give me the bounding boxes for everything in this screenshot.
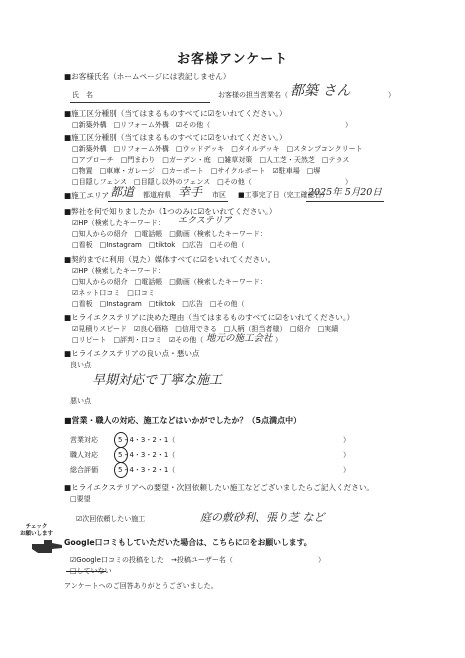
- bad-label: 悪い点: [70, 397, 91, 405]
- area-label: ■施工エリア: [64, 191, 110, 200]
- know-row2: □知人からの紹介 □電話帳 □動画（検索したキーワード：: [72, 230, 267, 238]
- type1-options: □新築外構 □リフォーム外構 ☑その他（: [72, 121, 211, 129]
- rating-row-name: 営業対応: [70, 436, 98, 444]
- strike-line: [66, 571, 106, 572]
- name-underline: [70, 102, 210, 103]
- area-underline: [108, 201, 228, 202]
- type2-label: ■施工区分種別（当てはまるものすべてに☑をいれてください。）: [64, 133, 287, 142]
- pointing-hand-icon: [30, 538, 64, 556]
- request-option: □要望: [70, 495, 91, 503]
- rating-selected-circle: [114, 462, 128, 478]
- rating-label: ■営業・職人の対応、施工などはいかがでしたか？（5点満点中）: [64, 416, 302, 425]
- date-answer: 2025年 5月20日: [308, 187, 382, 198]
- contract-row3: ☑ネット口コミ □口コミ: [72, 289, 155, 297]
- google-posted: ☑Google口コミの投稿をした →投稿ユーザー名（: [70, 556, 233, 564]
- city-suffix: 市区: [212, 191, 226, 199]
- pref-suffix: 都道府県: [143, 191, 171, 199]
- know-keyword-answer: エクステリア: [178, 216, 232, 226]
- know-label: ■弊社を何で知りましたか（1つのみに☑をいれてください。）: [64, 207, 277, 216]
- rating-selected-circle: [114, 432, 128, 448]
- rating-selected-circle: [114, 447, 128, 463]
- name-field-label: 氏 名: [72, 91, 93, 99]
- rating-row-name: 職人対応: [70, 451, 98, 459]
- know-row3: □看板 □Instagram □tiktok □広告 □その他（: [72, 241, 245, 249]
- rating-row-name: 総合評価: [70, 466, 98, 474]
- type2-row4: □目隠しフェンス □目隠し以外のフェンス □その他（: [72, 178, 252, 186]
- reason-label: ■ヒライエクステリアに決めた理由（当てはまるものすべてに☑をいれてください。）: [64, 313, 355, 322]
- good-label: 良い点: [70, 361, 91, 369]
- check-badge: チェック お願いします: [20, 524, 54, 537]
- city-answer: 幸手: [178, 185, 203, 199]
- google-label: Google口コミもしていただいた場合は、こちらに☑をお願いします。: [64, 538, 312, 547]
- contract-row4: □看板 □Instagram □tiktok □広告 □その他（: [72, 300, 245, 308]
- contract-label: ■契約までに利用（見た）媒体すべてに☑をいれてください。: [64, 255, 276, 264]
- request-label: ■ヒライエクステリアへの要望・次回依頼したい施工などございましたらご記入ください。: [64, 483, 375, 492]
- paren-close: ）: [275, 336, 282, 344]
- staff-field-label: お客様の担当営業名（: [218, 91, 288, 99]
- paren-close: ）: [345, 121, 352, 129]
- staff-answer: 都築 さん: [290, 83, 351, 99]
- paren-close: ）: [343, 466, 350, 474]
- next-work-answer: 庭の敷砂利、張り芝 など: [200, 511, 325, 524]
- type1-label: ■施工区分種別（当てはまるものすべてに☑をいれてください。）: [64, 109, 287, 118]
- rating-row-scale: 5・4・3・2・1（: [118, 451, 176, 459]
- good-bad-label: ■ヒライエクステリアの良い点・悪い点: [64, 349, 200, 358]
- type2-row3: □物置 □車庫・ガレージ □カーポート □サイクルポート ☑駐車場 □塀: [72, 167, 321, 175]
- thanks-text: アンケートへのご回答ありがとうございました。: [64, 582, 218, 590]
- type2-row2: □アプローチ □門まわり □ガーデン・庭 □雑草対策 □人工芝・天然芝 □テラス: [72, 156, 350, 164]
- name-section-label: ■お客様氏名（ホームページには表記しません）: [64, 72, 231, 81]
- reason-other-answer: 地元の施工会社: [206, 333, 273, 344]
- paren-close: ）: [343, 451, 350, 459]
- rating-row-scale: 5・4・3・2・1（: [118, 466, 176, 474]
- know-row1: ☑HP（検索したキーワード：: [72, 219, 165, 227]
- reason-row2: □リピート □評判・口コミ ☑その他（: [72, 336, 204, 344]
- google-not-posted: □していない: [70, 567, 112, 575]
- date-underline: [306, 201, 384, 202]
- reason-row1: ☑見積りスピード ☑良心価格 □信用できる □人柄（担当者様） □紹介 □実績: [72, 325, 339, 333]
- next-work-label: ☑次回依頼したい施工: [76, 515, 146, 523]
- paren-close: ）: [388, 91, 395, 99]
- contract-row2: □知人からの紹介 □電話帳 □動画（検索したキーワード：: [72, 278, 267, 286]
- type2-row1: □新築外構 □リフォーム外構 □ウッドデッキ □タイルデッキ □スタンプコンクリート: [72, 145, 363, 153]
- good-answer: 早期対応で丁寧な施工: [92, 373, 223, 388]
- paren-close: ）: [345, 178, 352, 186]
- page-title: お客様アンケート: [177, 52, 289, 67]
- pref-answer: 都道: [110, 185, 135, 199]
- paren-close: ）: [343, 436, 350, 444]
- paren-close: ）: [318, 556, 325, 564]
- date-label: ■工事完了日（完工確認日）: [238, 191, 329, 199]
- contract-row1: ☑HP（検索したキーワード：: [72, 267, 165, 275]
- rating-row-scale: 5・4・3・2・1（: [118, 436, 176, 444]
